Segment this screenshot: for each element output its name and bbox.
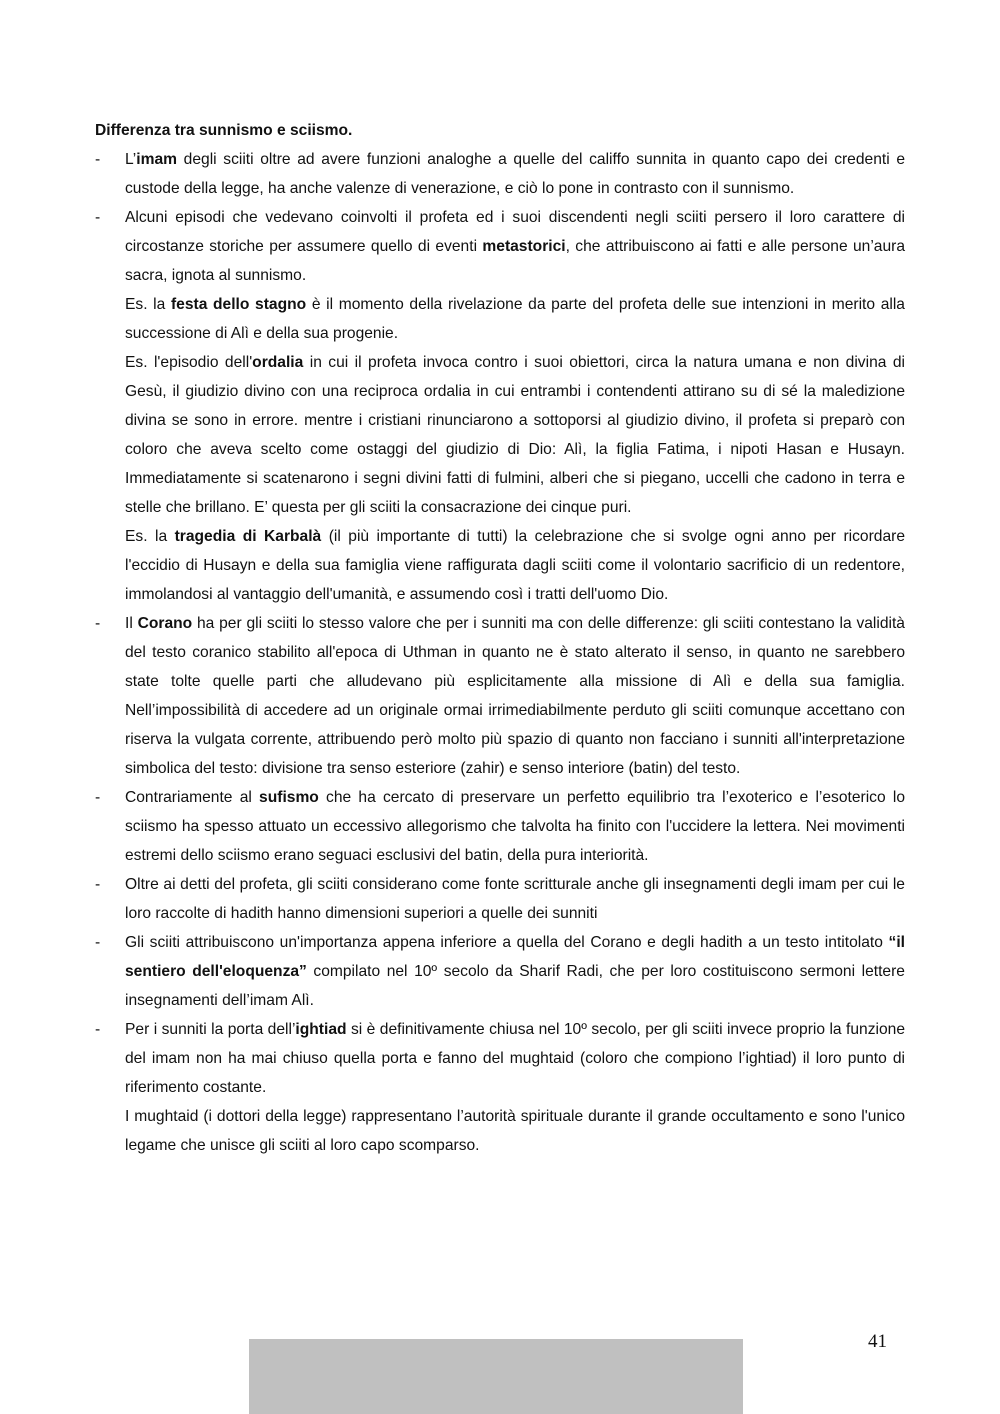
text-run: Per i sunniti la porta dell’: [125, 1021, 296, 1038]
list-item-text: [125, 609, 905, 783]
text-run: , che attribuiscono ai fatti e alle persone un’aura sacra, ignota al sunnismo.: [125, 238, 906, 284]
list-item: [95, 928, 905, 1015]
bold-term: metastorici: [482, 238, 566, 255]
text-run: I mughtaid (i dottori della legge) rappresentano l’autorità spirituale durante il grande occultamento e sono l'unico legame che unisce gli sciiti al loro capo scomparso.: [125, 1108, 905, 1154]
page-number: 41: [868, 1331, 887, 1352]
bold-term: imam: [136, 151, 178, 168]
text-run: che ha cercato di preservare un perfetto equilibrio tra l’exoterico e l’esoterico lo sciismo ha spesso attuato un eccessivo allegorismo che talvolta ha finito con l'uccidere la lettera. Nei movimenti estremi dello sciismo erano seguaci esclusivi del batin, della pura interiorità.: [125, 789, 905, 864]
text-run: (il più importante di tutti) la celebrazione che si svolge ogni anno per ricordare l'eccidio di Husayn e della sua famiglia viene raffigurata dagli sciiti come il volontario sacrificio di un redentore, immolandosi al vantaggio dell'umanità, e assumendo così i tratti dell'uomo Dio.: [125, 528, 905, 603]
list-item: [95, 783, 905, 870]
list-item-example: [125, 522, 905, 609]
document-body: [95, 116, 905, 1160]
text-run: Oltre ai detti del profeta, gli sciiti considerano come fonte scritturale anche gli insegnamenti degli imam per cui le loro raccolte di hadith hanno dimensioni superiori a quelle dei sunniti: [125, 876, 905, 922]
list-item-text: [125, 783, 905, 870]
list-item-text: [125, 1015, 905, 1102]
text-run: è il momento della rivelazione da parte del profeta delle sue intenzioni in merito alla successione di Alì e della sua progenie.: [125, 296, 905, 342]
footer-gray-band: [249, 1339, 743, 1414]
text-run: Il: [125, 615, 138, 632]
bold-term: tragedia di Karbalà: [174, 528, 322, 545]
list-item: [95, 203, 905, 609]
list-dash: -: [95, 1021, 101, 1038]
list-item-text: [125, 203, 905, 290]
list-dash: -: [95, 789, 101, 806]
bold-term: festa dello stagno: [170, 296, 307, 313]
text-run: Gli sciiti attribuiscono un'importanza appena inferiore a quella del Corano e degli hadith a un testo intitolato: [125, 934, 889, 951]
list-dash: -: [95, 615, 101, 632]
bold-term: “il sentiero dell'eloquenza”: [125, 934, 905, 980]
list-dash: -: [95, 934, 101, 951]
list-dash: -: [95, 151, 101, 168]
bold-term: ordalia: [252, 354, 304, 371]
list-item: [95, 145, 905, 203]
list-item-example: [125, 1102, 905, 1160]
list-item: [95, 609, 905, 783]
list-dash: -: [95, 876, 101, 893]
text-run: Alcuni episodi che vedevano coinvolti il profeta ed i suoi discendenti negli sciiti persero il loro carattere di circostanze storiche per assumere quello di eventi: [125, 209, 905, 255]
text-run: L’: [125, 151, 137, 168]
bold-term: Corano: [137, 615, 193, 632]
text-run: degli sciiti oltre ad avere funzioni analoghe a quelle del califfo sunnita in quanto capo dei credenti e custode della legge, ha anche valenze di venerazione, e ciò lo pone in contrasto con il sunnismo.: [125, 151, 905, 197]
text-run: Es. la: [125, 296, 171, 313]
text-run: compilato nel 10º secolo da Sharif Radi, che per loro costituiscono sermoni lettere insegnamenti dell’imam Alì.: [125, 963, 905, 1009]
text-run: in cui il profeta invoca contro i suoi obiettori, circa la natura umana e non divina di Gesù, il giudizio divino con una reciproca ordalia in cui entrambi i contendenti attirano su di sé la maledizione divina se sono in errore. mentre i cristiani rinunciarono a sottoporsi al giudizio divino, il profeta si preparò con coloro che aveva scelto come ostaggi del giudizio di Dio: Alì, la figlia Fatima, i nipoti Hasan e Husayn. Immediatamente si scatenarono i segni divini fatti di fulmini, alberi che si piegano, uccelli che cadono in terra e stelle che brillano. E’ questa per gli sciiti la consacrazione dei cinque puri.: [125, 354, 905, 516]
list-item-text: [125, 928, 905, 1015]
text-run: Es. l'episodio dell': [125, 354, 253, 371]
text-run: Contrariamente al: [125, 789, 260, 806]
section-title: Differenza tra sunnismo e sciismo.: [95, 122, 353, 139]
list-item-example: [125, 348, 905, 522]
list-item-example: [125, 290, 905, 348]
bold-term: sufismo: [259, 789, 319, 806]
text-run: Es. la: [125, 528, 175, 545]
bold-term: ightiad: [295, 1021, 347, 1038]
text-run: ha per gli sciiti lo stesso valore che per i sunniti ma con delle differenze: gli sciiti contestano la validità del testo coranico stabilito all'epoca di Uthman in quanto ne è stato alterato il senso, in quanto ne sarebbero state tolte quelle parti che alludevano più esplicitamente alla missione di Alì e della sua famiglia. Nell’impossibilità di accedere ad un originale ormai irrimediabilmente perduto gli sciiti comunque accettano con riserva la vulgata corrente, attribuendo però molto più spazio di quanto non facciano i sunniti all'interpretazione simbolica del testo: divisione tra senso esteriore (zahir) e senso interiore (batin) del testo.: [125, 615, 905, 777]
list-item: [95, 1015, 905, 1160]
list-item: [95, 870, 905, 928]
list-item-text: [125, 870, 905, 928]
text-run: si è definitivamente chiusa nel 10º secolo, per gli sciiti invece proprio la funzione del imam non ha mai chiuso quella porta e fanno del mughtaid (coloro che compiono l’ightiad) il loro punto di riferimento costante.: [125, 1021, 905, 1096]
list-dash: -: [95, 209, 101, 226]
bullet-list: [95, 145, 905, 1160]
list-item-text: [125, 145, 905, 203]
